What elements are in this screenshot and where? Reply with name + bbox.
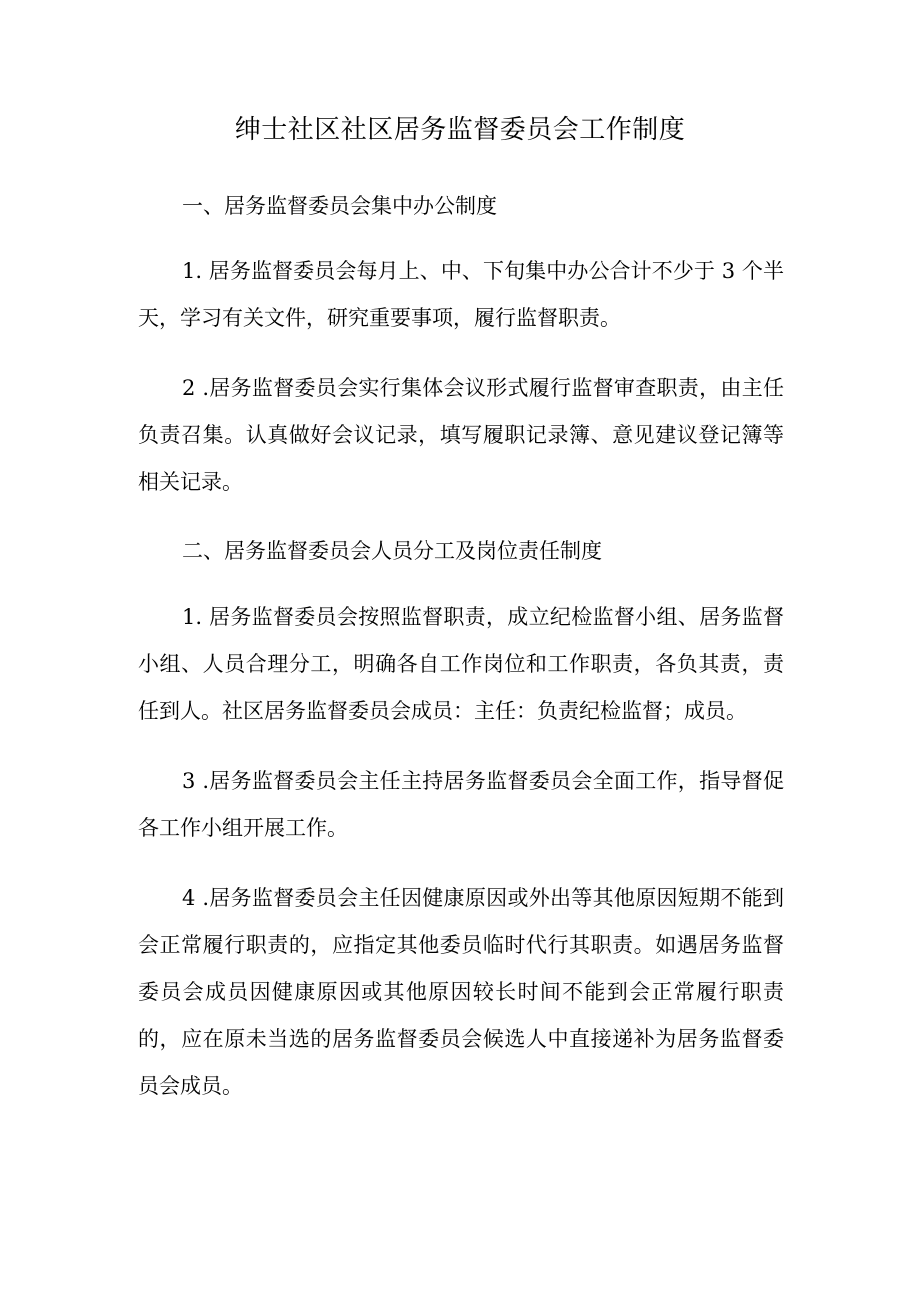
section-heading-2: 二、居务监督委员会人员分工及岗位责任制度	[182, 539, 602, 563]
paragraph-2-1: 1. 居务监督委员会按照监督职责，成立纪检监督小组、居务监督小组、人员合理分工，明确各自工作岗位和工作职责，各负其责，责任到人。社区居务监督委员会成员：主任：负责纪检监督；成员。	[138, 605, 784, 723]
section-heading-1: 一、居务监督委员会集中办公制度	[182, 194, 497, 218]
paragraph-2-3: 3 .居务监督委员会主任主持居务监督委员会全面工作，指导督促各工作小组开展工作。	[138, 769, 784, 840]
paragraph-2-4: 4 .居务监督委员会主任因健康原因或外出等其他原因短期不能到会正常履行职责的，应指定其他委员临时代行其职责。如遇居务监督委员会成员因健康原因或其他原因较长时间不能到会正常履行职责的，应在原未当选的居务监督委员会候选人中直接递补为居务监督委员会成员。	[138, 886, 784, 1098]
paragraph-1-1: 1. 居务监督委员会每月上、中、下旬集中办公合计不少于 3 个半天，学习有关文件，研究重要事项，履行监督职责。	[138, 259, 784, 330]
paragraph-1-2: 2 .居务监督委员会实行集体会议形式履行监督审查职责，由主任负责召集。认真做好会议记录，填写履职记录簿、意见建议登记簿等相关记录。	[138, 376, 784, 494]
document-title: 绅士社区社区居务监督委员会工作制度	[234, 115, 686, 145]
